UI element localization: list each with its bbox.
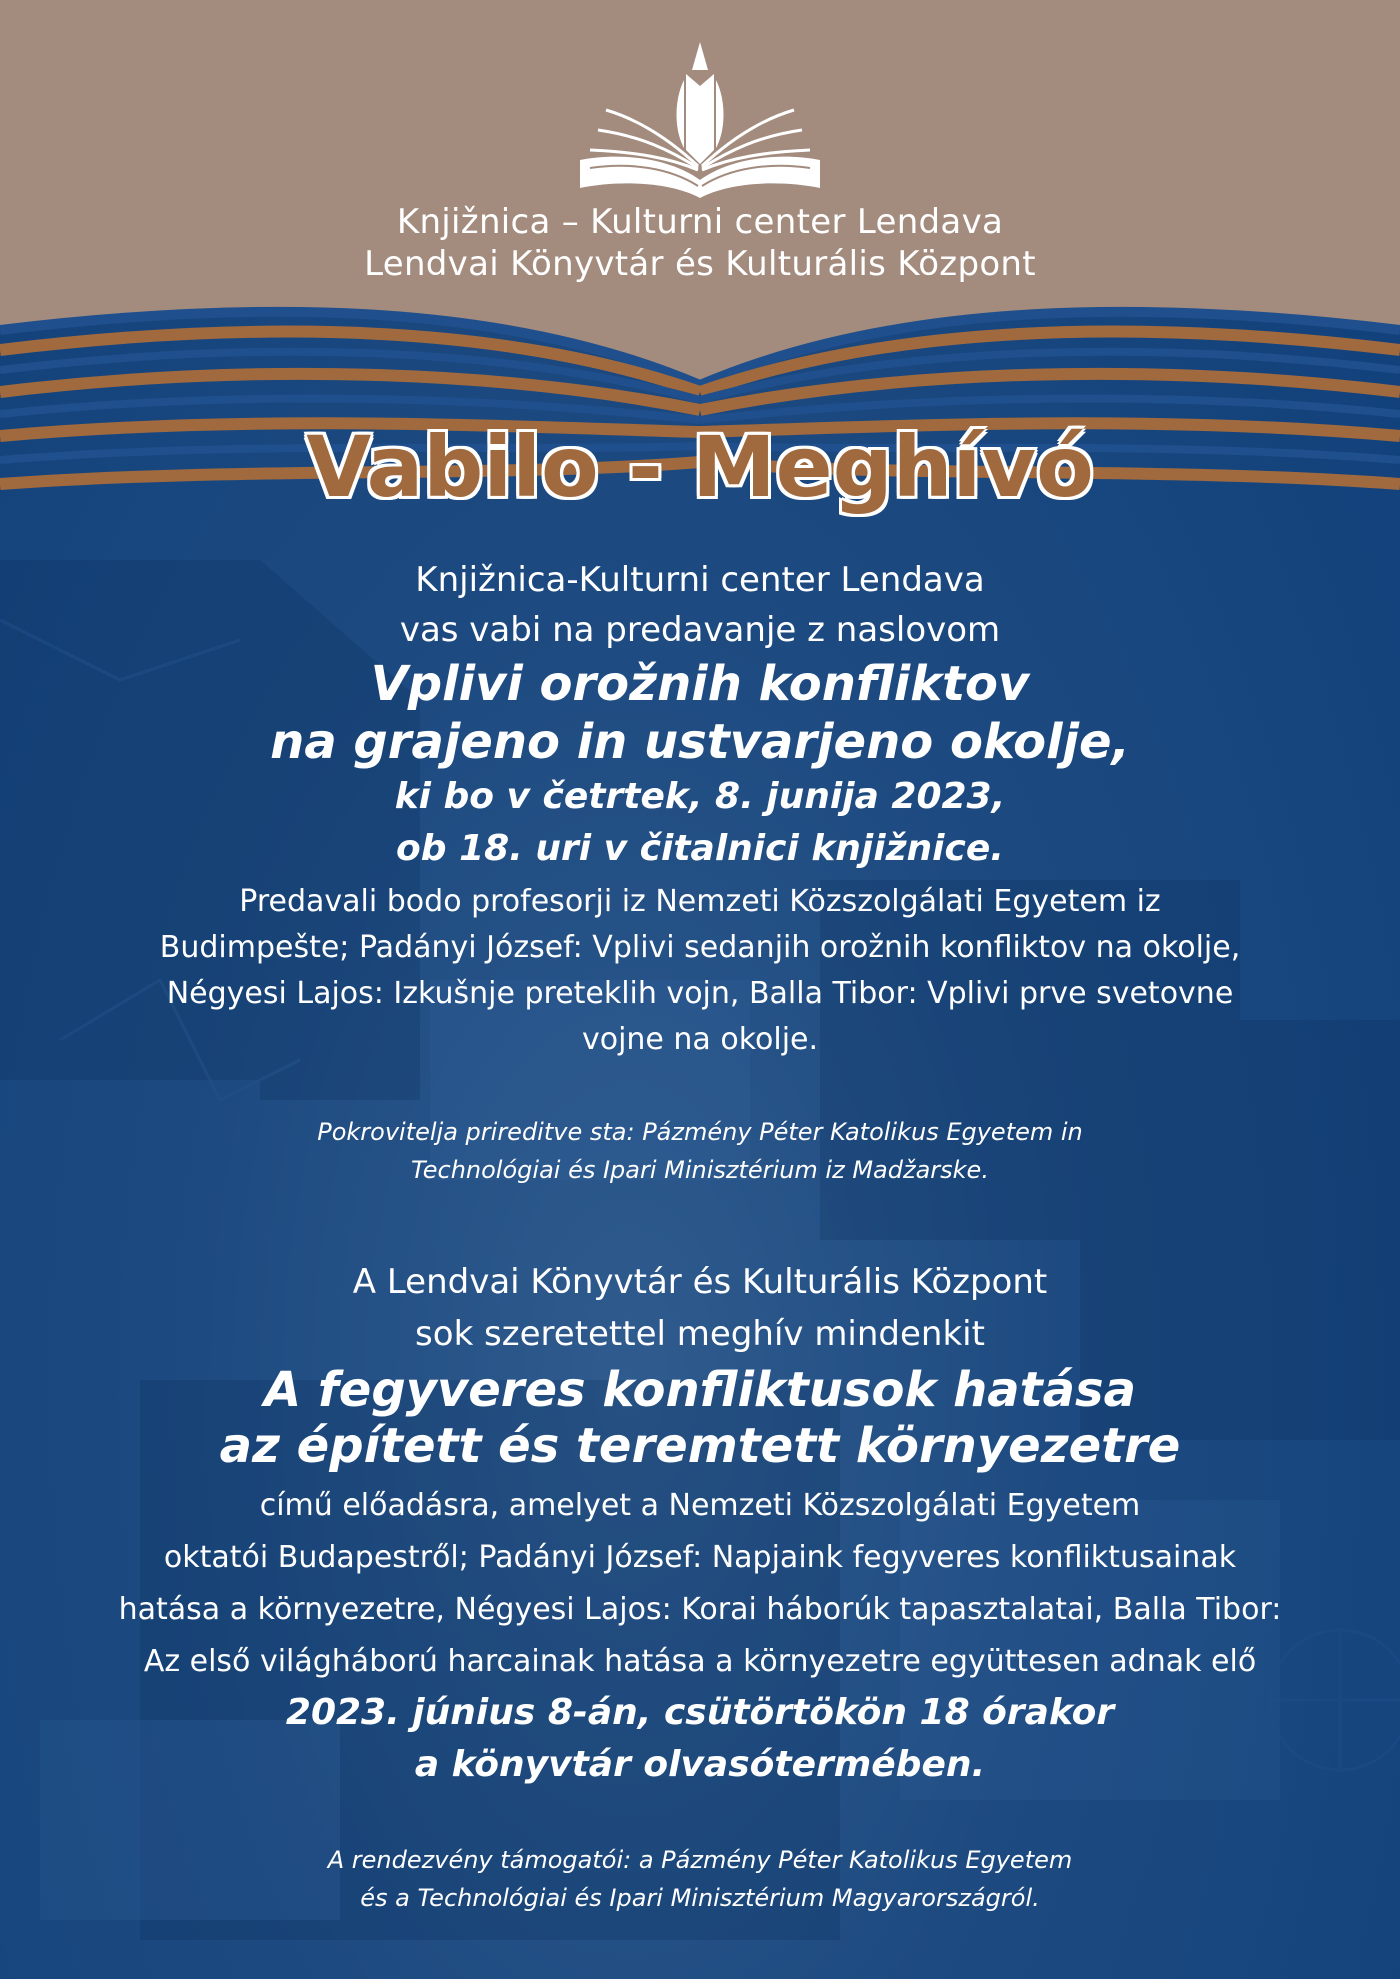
slovene-body-line-4: vojne na okolje. xyxy=(581,1022,819,1057)
hungarian-body-line-4: Az első világháború harcainak hatása a környezetre együttesen adnak elő xyxy=(143,1644,1257,1679)
hungarian-sponsor-line-1: A rendezvény támogatói: a Pázmény Péter Katolikus Egyetem xyxy=(327,1846,1073,1874)
hungarian-body-line-2: oktatói Budapestről; Padányi József: Napjaink fegyveres konfliktusainak xyxy=(163,1540,1237,1575)
org-name-slovene: Knjižnica – Kulturni center Lendava xyxy=(396,202,1004,242)
slovene-time-place: ob 18. uri v čitalnici knjižnice. xyxy=(396,828,1004,869)
page-title: Vabilo - Meghívó xyxy=(306,418,1094,516)
slovene-sponsor-line-2: Technológiai és Ipari Minisztérium iz Madžarske. xyxy=(411,1156,989,1184)
hungarian-intro-line-2: sok szeretettel meghív mindenkit xyxy=(415,1314,985,1354)
slovene-lecture-title-line-1: Vplivi orožnih konfliktov xyxy=(370,656,1030,712)
book-wheat-logo-icon xyxy=(580,40,820,200)
slovene-lecture-title-line-2: na grajeno in ustvarjeno okolje, xyxy=(270,714,1130,770)
hungarian-sponsor-line-2: és a Technológiai és Ipari Minisztérium Magyarországról. xyxy=(360,1884,1040,1912)
slovene-intro-line-1: Knjižnica-Kulturni center Lendava xyxy=(415,560,985,600)
slovene-body-line-1: Predavali bodo profesorji iz Nemzeti Közszolgálati Egyetem iz xyxy=(239,884,1161,919)
hungarian-date: 2023. június 8-án, csütörtökön 18 órakor xyxy=(285,1692,1115,1733)
slovene-body-line-3: Négyesi Lajos: Izkušnje preteklih vojn, Balla Tibor: Vplivi prve svetovne xyxy=(166,976,1234,1011)
slovene-body-line-2: Budimpešte; Padányi József: Vplivi sedanjih orožnih konfliktov na okolje, xyxy=(159,930,1241,965)
hungarian-place: a könyvtár olvasótermében. xyxy=(414,1744,986,1785)
org-name-hungarian: Lendvai Könyvtár és Kulturális Központ xyxy=(364,244,1036,284)
hungarian-lecture-title-line-2: az épített és teremtett környezetre xyxy=(219,1418,1181,1474)
hungarian-body-line-3: hatása a környezetre, Négyesi Lajos: Korai háborúk tapasztalatai, Balla Tibor: xyxy=(118,1592,1282,1627)
slovene-date: ki bo v četrtek, 8. junija 2023, xyxy=(394,776,1006,817)
slovene-sponsor-line-1: Pokrovitelja prireditve sta: Pázmény Péter Katolikus Egyetem in xyxy=(317,1118,1083,1146)
slovene-intro-line-2: vas vabi na predavanje z naslovom xyxy=(399,610,1001,650)
hungarian-lecture-title-line-1: A fegyveres konfliktusok hatása xyxy=(264,1362,1136,1418)
hungarian-intro-line-1: A Lendvai Könyvtár és Kulturális Központ xyxy=(352,1262,1048,1302)
hungarian-body-line-1: című előadásra, amelyet a Nemzeti Közszolgálati Egyetem xyxy=(259,1488,1141,1523)
